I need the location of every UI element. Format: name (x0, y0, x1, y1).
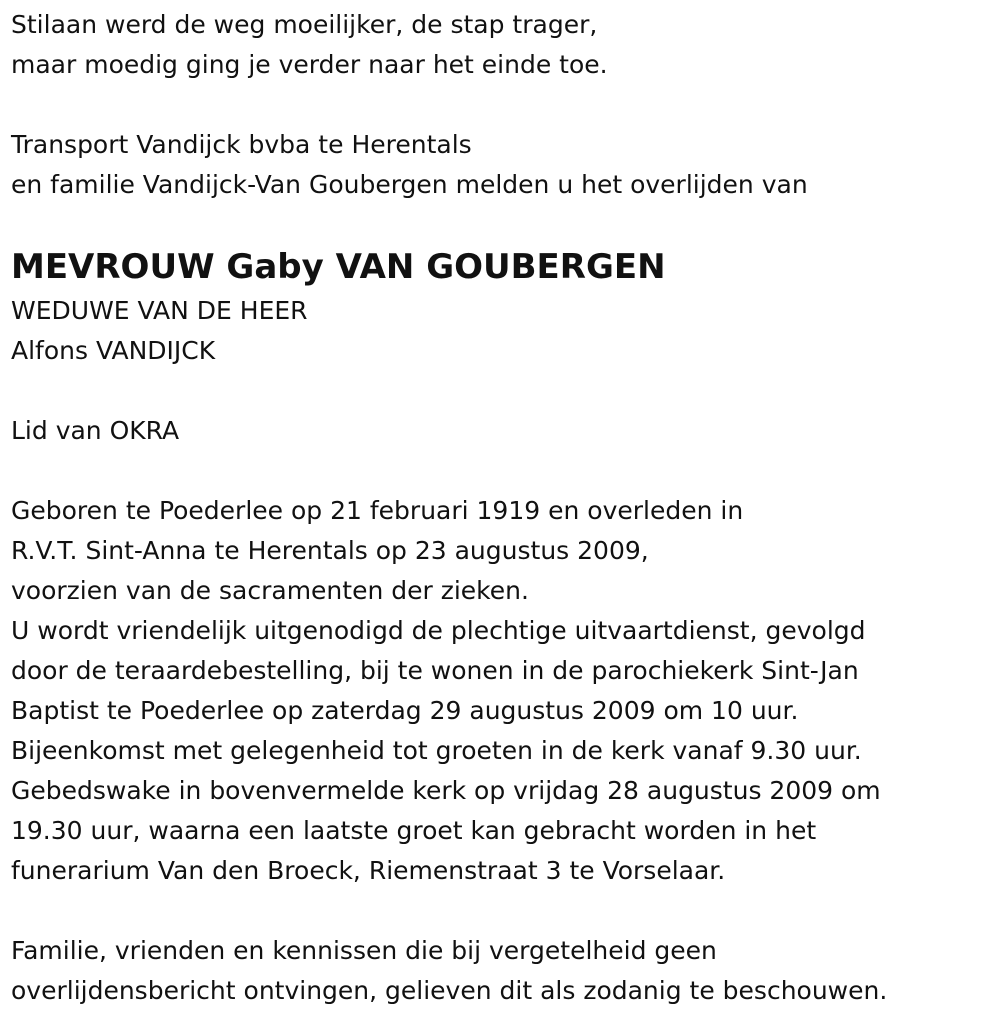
obituary-notice (11, 0, 991, 1011)
paragraph-gap (11, 451, 991, 491)
closing-note (11, 931, 991, 1011)
text-line: maar moedig ging je verder naar het einde toe. (11, 50, 608, 79)
membership: Lid van OKRA (11, 416, 180, 445)
deceased-name: MEVROUW Gaby VAN GOUBERGEN (11, 247, 666, 287)
widow-of (11, 291, 991, 371)
text-line: R.V.T. Sint-Anna te Herentals op 23 augustus 2009, (11, 536, 649, 565)
text-line: Geboren te Poederlee op 21 februari 1919 en overleden in (11, 496, 744, 525)
announcement (11, 125, 991, 205)
text-line: overlijdensbericht ontvingen, gelieven dit als zodanig te beschouwen. (11, 976, 888, 1005)
text-line: Bijeenkomst met gelegenheid tot groeten in de kerk vanaf 9.30 uur. (11, 736, 862, 765)
paragraph-gap (11, 371, 991, 411)
text-line: Alfons VANDIJCK (11, 336, 216, 365)
text-line: voorzien van de sacramenten der zieken. (11, 576, 529, 605)
intro-verse (11, 5, 991, 85)
paragraph-gap (11, 205, 991, 243)
paragraph-gap (11, 85, 991, 125)
text-line: Baptist te Poederlee op zaterdag 29 augustus 2009 om 10 uur. (11, 696, 799, 725)
text-line: U wordt vriendelijk uitgenodigd de plechtige uitvaartdienst, gevolgd (11, 616, 866, 645)
funeral-details (11, 491, 991, 891)
text-line: en familie Vandijck-Van Goubergen melden u het overlijden van (11, 170, 808, 199)
text-line: 19.30 uur, waarna een laatste groet kan gebracht worden in het (11, 816, 817, 845)
paragraph-gap (11, 891, 991, 931)
text-line: WEDUWE VAN DE HEER (11, 296, 308, 325)
text-line: door de teraardebestelling, bij te wonen in de parochiekerk Sint-Jan (11, 656, 859, 685)
text-line: funerarium Van den Broeck, Riemenstraat 3 te Vorselaar. (11, 856, 726, 885)
text-line: Familie, vrienden en kennissen die bij vergetelheid geen (11, 936, 717, 965)
text-line: Stilaan werd de weg moeilijker, de stap trager, (11, 10, 598, 39)
text-line: Gebedswake in bovenvermelde kerk op vrijdag 28 augustus 2009 om (11, 776, 881, 805)
text-line: Transport Vandijck bvba te Herentals (11, 130, 472, 159)
